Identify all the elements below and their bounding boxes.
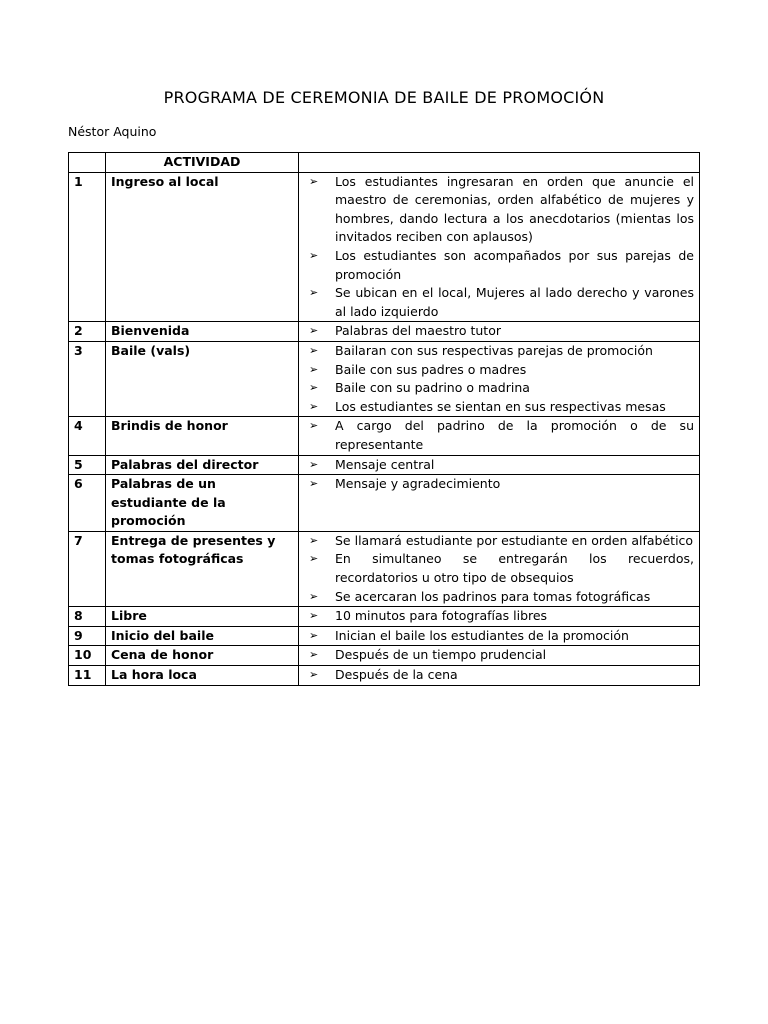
- list-item: [304, 398, 694, 417]
- list-item: [304, 247, 694, 284]
- row-number: 9: [69, 626, 106, 646]
- list-item-text: Se llamará estudiante por estudiante en orden alfabético: [335, 532, 694, 548]
- detail-list: [304, 627, 694, 646]
- row-number: 11: [69, 666, 106, 686]
- arrow-bullet-icon: ➢: [309, 399, 319, 413]
- table-row: [69, 172, 700, 322]
- row-number: 3: [69, 341, 106, 416]
- arrow-bullet-icon: ➢: [309, 343, 319, 357]
- list-item: [304, 475, 694, 494]
- list-item-text: Bailaran con sus respectivas parejas de promoción: [335, 342, 653, 358]
- header-number: [69, 153, 106, 173]
- detail-list: [304, 475, 694, 494]
- list-item-text: Baile con sus padres o madres: [335, 361, 527, 377]
- activity-name: Baile (vals): [106, 341, 299, 416]
- list-item: [304, 379, 694, 398]
- table-row: [69, 646, 700, 666]
- activity-details: [299, 417, 700, 455]
- row-number: 8: [69, 607, 106, 627]
- list-item-text: Los estudiantes se sientan en sus respectivas mesas: [335, 398, 666, 414]
- list-item: [304, 627, 694, 646]
- list-item-text: A cargo del padrino de la promoción o de su representante: [335, 418, 694, 452]
- activity-details: [299, 341, 700, 416]
- list-item: [304, 322, 694, 341]
- activity-details: [299, 531, 700, 606]
- author-name: Néstor Aquino: [68, 124, 157, 139]
- list-item-text: Mensaje y agradecimiento: [335, 476, 501, 492]
- list-item: [304, 456, 694, 475]
- table-row: [69, 626, 700, 646]
- activity-details: [299, 646, 700, 666]
- activity-details: [299, 172, 700, 322]
- arrow-bullet-icon: ➢: [309, 628, 319, 642]
- activity-details: [299, 666, 700, 686]
- header-details: [299, 153, 700, 173]
- document-title: PROGRAMA DE CEREMONIA DE BAILE DE PROMOCIÓN: [163, 88, 605, 107]
- row-number: 7: [69, 531, 106, 606]
- activity-name: Ingreso al local: [106, 172, 299, 322]
- list-item: [304, 173, 694, 247]
- table-row: [69, 475, 700, 532]
- arrow-bullet-icon: ➢: [309, 419, 319, 433]
- list-item-text: Los estudiantes son acompañados por sus parejas de promoción: [335, 247, 694, 282]
- arrow-bullet-icon: ➢: [309, 381, 319, 395]
- table-row: [69, 341, 700, 416]
- detail-list: [304, 417, 694, 454]
- list-item: [304, 342, 694, 361]
- arrow-bullet-icon: ➢: [309, 248, 319, 262]
- list-item: [304, 417, 694, 454]
- row-number: 5: [69, 455, 106, 475]
- activity-name: La hora loca: [106, 666, 299, 686]
- table-row: [69, 455, 700, 475]
- activity-details: [299, 475, 700, 532]
- activity-details: [299, 607, 700, 627]
- arrow-bullet-icon: ➢: [309, 533, 319, 547]
- table-header-row: [69, 153, 700, 173]
- list-item-text: Se ubican en el local, Mujeres al lado derecho y varones al lado izquierdo: [335, 285, 694, 319]
- row-number: 10: [69, 646, 106, 666]
- arrow-bullet-icon: ➢: [309, 477, 319, 491]
- detail-list: [304, 607, 694, 626]
- list-item: [304, 284, 694, 321]
- table-row: [69, 607, 700, 627]
- list-item: [304, 361, 694, 380]
- table-row: [69, 666, 700, 686]
- list-item-text: Los estudiantes ingresaran en orden que anuncie el maestro de ceremonias, orden alfabético de mujeres y hombres, dando lectura a los anecdotarios (mientas los invitados reciben con aplausos): [335, 173, 694, 245]
- activity-name: Inicio del baile: [106, 626, 299, 646]
- list-item-text: Palabras del maestro tutor: [335, 323, 501, 339]
- arrow-bullet-icon: ➢: [309, 324, 319, 338]
- list-item-text: Inician el baile los estudiantes de la promoción: [335, 627, 629, 643]
- detail-list: [304, 342, 694, 416]
- row-number: 2: [69, 322, 106, 342]
- detail-list: [304, 173, 694, 322]
- activity-details: [299, 322, 700, 342]
- arrow-bullet-icon: ➢: [309, 668, 319, 682]
- list-item: [304, 607, 694, 626]
- activity-name: Bienvenida: [106, 322, 299, 342]
- arrow-bullet-icon: ➢: [309, 362, 319, 376]
- table-row: [69, 531, 700, 606]
- activity-name: Palabras de un estudiante de la promoción: [106, 475, 299, 532]
- list-item: [304, 532, 694, 551]
- activity-name: Entrega de presentes y tomas fotográficas: [106, 531, 299, 606]
- table-row: [69, 417, 700, 455]
- detail-list: [304, 532, 694, 606]
- header-activity: ACTIVIDAD: [106, 153, 299, 173]
- arrow-bullet-icon: ➢: [309, 286, 319, 300]
- detail-list: [304, 666, 694, 685]
- row-number: 1: [69, 172, 106, 322]
- arrow-bullet-icon: ➢: [309, 609, 319, 623]
- row-number: 6: [69, 475, 106, 532]
- activity-name: Libre: [106, 607, 299, 627]
- list-item-text: Después de un tiempo prudencial: [335, 647, 547, 663]
- activity-name: Cena de honor: [106, 646, 299, 666]
- activity-name: Palabras del director: [106, 455, 299, 475]
- activity-name: Brindis de honor: [106, 417, 299, 455]
- detail-list: [304, 646, 694, 665]
- list-item: [304, 646, 694, 665]
- arrow-bullet-icon: ➢: [309, 648, 319, 662]
- detail-list: [304, 456, 694, 475]
- list-item: [304, 588, 694, 607]
- list-item-text: Mensaje central: [335, 456, 435, 472]
- list-item-text: En simultaneo se entregarán los recuerdos, recordatorios u otro tipo de obsequios: [335, 551, 694, 586]
- program-table: [68, 152, 700, 686]
- list-item-text: Se acercaran los padrinos para tomas fotográficas: [335, 588, 651, 604]
- arrow-bullet-icon: ➢: [309, 457, 319, 471]
- arrow-bullet-icon: ➢: [309, 552, 319, 566]
- detail-list: [304, 322, 694, 341]
- activity-details: [299, 626, 700, 646]
- table-row: [69, 322, 700, 342]
- arrow-bullet-icon: ➢: [309, 174, 319, 188]
- list-item-text: 10 minutos para fotografías libres: [335, 608, 548, 624]
- list-item: [304, 666, 694, 685]
- arrow-bullet-icon: ➢: [309, 589, 319, 603]
- list-item-text: Baile con su padrino o madrina: [335, 380, 530, 396]
- list-item: [304, 550, 694, 587]
- activity-details: [299, 455, 700, 475]
- list-item-text: Después de la cena: [335, 667, 458, 683]
- row-number: 4: [69, 417, 106, 455]
